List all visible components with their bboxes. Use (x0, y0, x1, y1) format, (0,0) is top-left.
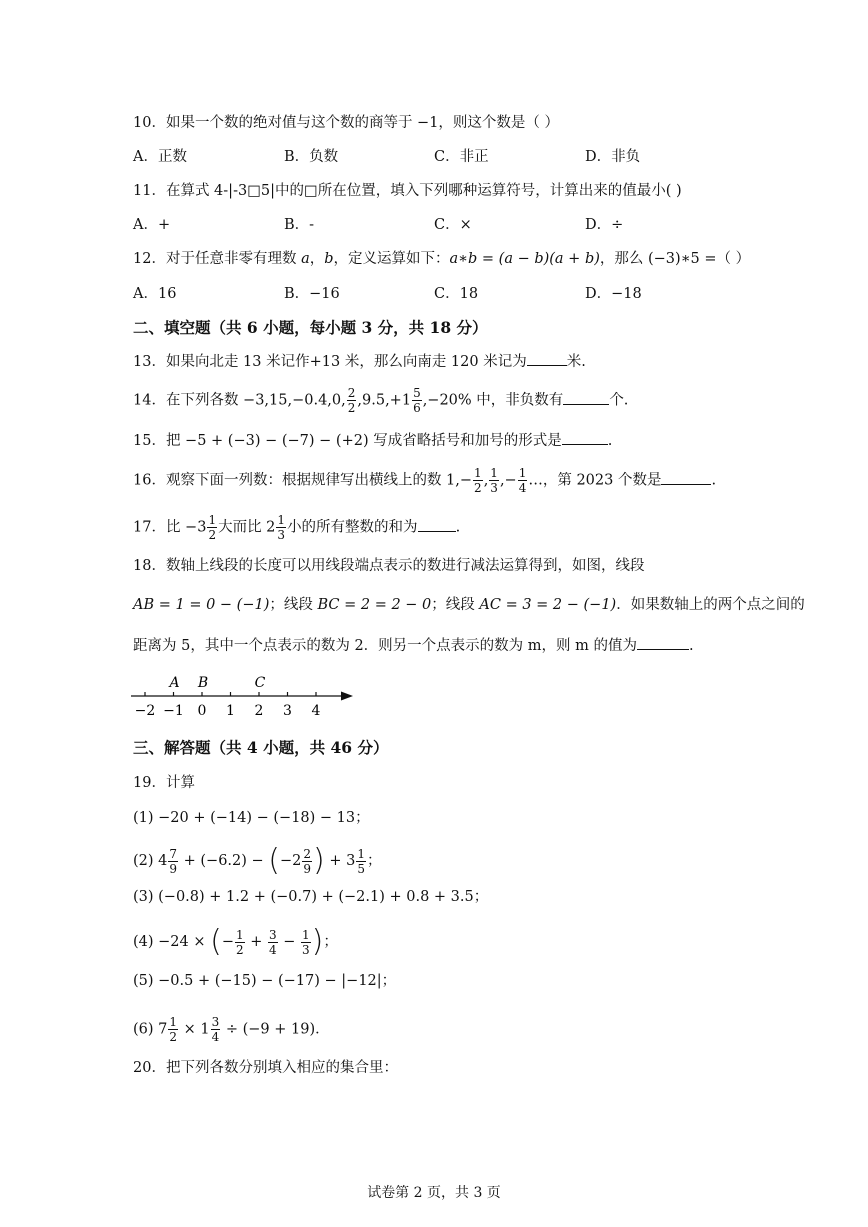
q10-stem: 10．如果一个数的绝对值与这个数的商等于 −1，则这个数是（ ） (133, 115, 560, 131)
q14-stem (133, 387, 628, 414)
q13-blank[interactable] (527, 364, 567, 366)
q19-title: 19．计算 (133, 775, 195, 791)
q19-p4-a: (4) −24 × (133, 934, 211, 950)
number-line-tick-label: 3 (283, 703, 292, 719)
q11-option-d: D．÷ (585, 217, 624, 233)
q19-p4-d: − (278, 934, 301, 950)
number-line-tick-label: 0 (197, 703, 207, 719)
q14-text-mid2: ,−20% 中，非负数有 (422, 392, 564, 409)
section-solution-heading: 三、解答题（共 4 小题，共 46 分） (133, 738, 389, 757)
q19-p6-c: ÷ (−9 + 19)． (221, 1021, 330, 1038)
q12-sep: ， (309, 251, 325, 267)
q19-part-1: (1) −20 + (−14) − (−18) − 13； (133, 810, 370, 826)
q16-fraction-3: $\frac{1}{4}$ (518, 466, 527, 495)
q12-stem-mid2: ，那么 (599, 251, 648, 267)
q18-text-f: ．如果数轴上的两个点之间的 (616, 597, 805, 613)
q13-text: 13．如果向北走 13 米记作+13 米，那么向南走 120 米记为 (133, 354, 527, 370)
q18-line-1: 18．数轴上线段的长度可以用线段端点表示的数进行减法运算得到，如图，线段 (133, 558, 645, 574)
q14-text: 14．在下列各数 −3,15,−0.4,0, (133, 392, 346, 409)
q12-stem-mid: ，定义运算如下： (333, 251, 450, 267)
q10-option-d: D．非负 (585, 149, 641, 165)
q13-stem (133, 355, 586, 370)
q14-blank[interactable] (563, 403, 609, 405)
q15-text-end: . (607, 433, 613, 449)
q18-text-d: ；线段 (431, 597, 480, 613)
q17-stem (133, 514, 460, 541)
q12-stem (133, 252, 750, 267)
number-line-point-label: A (169, 675, 180, 691)
q19-p4-frac-1: $\frac{1}{2}$ (236, 927, 244, 957)
q17-text-mid: 大而比 2 (218, 519, 276, 536)
q16-fraction-1: $\frac{1}{2}$ (474, 466, 482, 495)
q10-option-a: A．正数 (133, 149, 187, 165)
q19-p2-frac-3: $\frac{1}{5}$ (357, 846, 365, 876)
q19-p4-b: − (221, 934, 234, 950)
q18-formula-bc: BC = 2 = 2 − 0 (317, 597, 432, 613)
q19-p4-e: ； (323, 934, 338, 950)
q19-p2-b: + (−6.2) − (179, 853, 269, 869)
q17-text-mid2: 小的所有整数的和为 (287, 519, 418, 536)
number-line-point-label: C (254, 675, 266, 691)
q16-blank[interactable] (661, 483, 711, 485)
section-fill-in-blank-heading: 二、填空题（共 6 小题，每小题 3 分，共 18 分） (133, 318, 488, 337)
q19-p6-b: × 1 (179, 1021, 210, 1038)
q11-stem: 11．在算式 4-|-3□5|中的□所在位置，填入下列哪种运算符号，计算出来的值最小( ) (133, 183, 682, 199)
q19-part-2: (2) 4 $\frac{7}{9}$ + (−6.2) − (−2 $\frac{2}{9}$ ) + 3 $\frac{1}{5}$ ； (133, 843, 382, 878)
q20-stem: 20．把下列各数分别填入相应的集合里： (133, 1060, 398, 1076)
q15-blank[interactable] (562, 443, 608, 445)
q18-text-3: 距离为 5，其中一个点表示的数为 2．则另一个点表示的数为 m，则 m 的值为 (133, 638, 637, 654)
q18-formula-ab: AB = 1 = 0 − (−1) (133, 597, 270, 613)
q18-formula-ac: AC = 3 = 2 − (−1) (479, 597, 617, 613)
q14-fraction-1: $\frac{2}{2}$ (347, 386, 356, 415)
q19-part-4: (4) −24 × (− $\frac{1}{2}$ + $\frac{3}{4}$ − $\frac{1}{3}$ )； (133, 924, 338, 959)
q12-formula: a∗b = (a − b)(a + b) (449, 251, 600, 267)
q11-option-b: B．- (284, 217, 315, 233)
page-footer: 试卷第 2 页，共 3 页 (367, 1185, 501, 1201)
q13-text-end: 米. (566, 354, 586, 370)
q17-fraction-1: $\frac{1}{2}$ (208, 513, 217, 542)
q10-option-b: B．负数 (284, 149, 339, 165)
q14-fraction-2: $\frac{5}{6}$ (413, 386, 421, 415)
q19-part-5: (5) −0.5 + (−15) − (−17) − |−12|； (133, 973, 397, 989)
q12-option-d: D．−18 (585, 286, 642, 302)
q19-part-3: (3) (−0.8) + 1.2 + (−0.7) + (−2.1) + 0.8 + 3.5； (133, 889, 489, 905)
q16-text-end: . (711, 472, 717, 489)
q19-p6-frac-2: $\frac{3}{4}$ (211, 1015, 220, 1044)
q12-answer-paren: （ ） (716, 251, 751, 267)
q19-p2-e: ； (366, 853, 382, 869)
q19-p2-a: (2) 4 (133, 853, 168, 869)
q17-fraction-2: $\frac{1}{3}$ (277, 513, 286, 542)
q18-text-b: ；线段 (269, 597, 318, 613)
q19-p4-c: + (245, 934, 268, 950)
q15-text: 15．把 −5 + (−3) − (−7) − (+2) 写成省略括号和加号的形式是 (133, 433, 562, 449)
q19-p2-frac-1: $\frac{7}{9}$ (169, 846, 178, 876)
number-line-tick-label: −2 (134, 703, 156, 719)
q12-var-a: a (301, 251, 310, 267)
q19-p2-frac-2: $\frac{2}{9}$ (303, 846, 312, 876)
q12-stem-text: 12．对于任意非零有理数 (133, 251, 302, 267)
q18-blank[interactable] (637, 648, 689, 650)
q12-var-b: b (324, 251, 334, 267)
q12-option-b: B．−16 (284, 286, 340, 302)
number-line-point-label: B (197, 675, 209, 691)
number-line-tick-label: 4 (311, 703, 321, 719)
q16-fraction-2: $\frac{1}{3}$ (490, 466, 498, 495)
q11-option-a: A．+ (133, 217, 171, 233)
q19-p6-frac-1: $\frac{1}{2}$ (169, 1015, 178, 1044)
q18-text-end: . (689, 638, 694, 654)
q12-option-a: A．16 (133, 286, 177, 302)
number-line-tick-label: 1 (226, 703, 235, 719)
q19-p2-d: + 3 (324, 853, 356, 869)
number-line-tick-label: 2 (254, 703, 264, 719)
q18-line-3 (133, 639, 694, 654)
q14-text-mid: ,9.5,+1 (357, 392, 412, 409)
q19-p6-a: (6) 7 (133, 1021, 168, 1038)
number-line-tick-label: −1 (163, 703, 184, 719)
q19-p4-frac-2: $\frac{3}{4}$ (269, 927, 277, 957)
q17-blank[interactable] (418, 530, 456, 532)
number-line-figure (125, 670, 365, 722)
q19-part-6 (133, 1016, 330, 1043)
q17-text: 17．比 −3 (133, 519, 207, 536)
q12-formula2: (−3)∗5 = (648, 251, 717, 267)
q16-stem: 16．观察下面一列数：根据规律写出横线上的数 1,− $\frac{1}{2}$ , $\frac{1}{3}$ ,− $\frac{1}{4}$ …，第 2023 个数是 . (133, 466, 717, 495)
q19-p4-frac-3: $\frac{1}{3}$ (302, 927, 310, 957)
q17-text-end: . (455, 519, 461, 536)
q11-option-c: C．× (434, 217, 472, 233)
q14-text-end: 个. (609, 392, 629, 409)
q19-p2-c: −2 (280, 853, 302, 869)
q10-option-c: C．非正 (434, 149, 489, 165)
q15-stem (133, 434, 612, 449)
q18-line-2 (133, 598, 805, 613)
q16-text: 16．观察下面一列数：根据规律写出横线上的数 1,− (133, 472, 473, 489)
q12-option-c: C．18 (434, 286, 479, 302)
q16-text-mid: …，第 2023 个数是 (528, 472, 662, 489)
